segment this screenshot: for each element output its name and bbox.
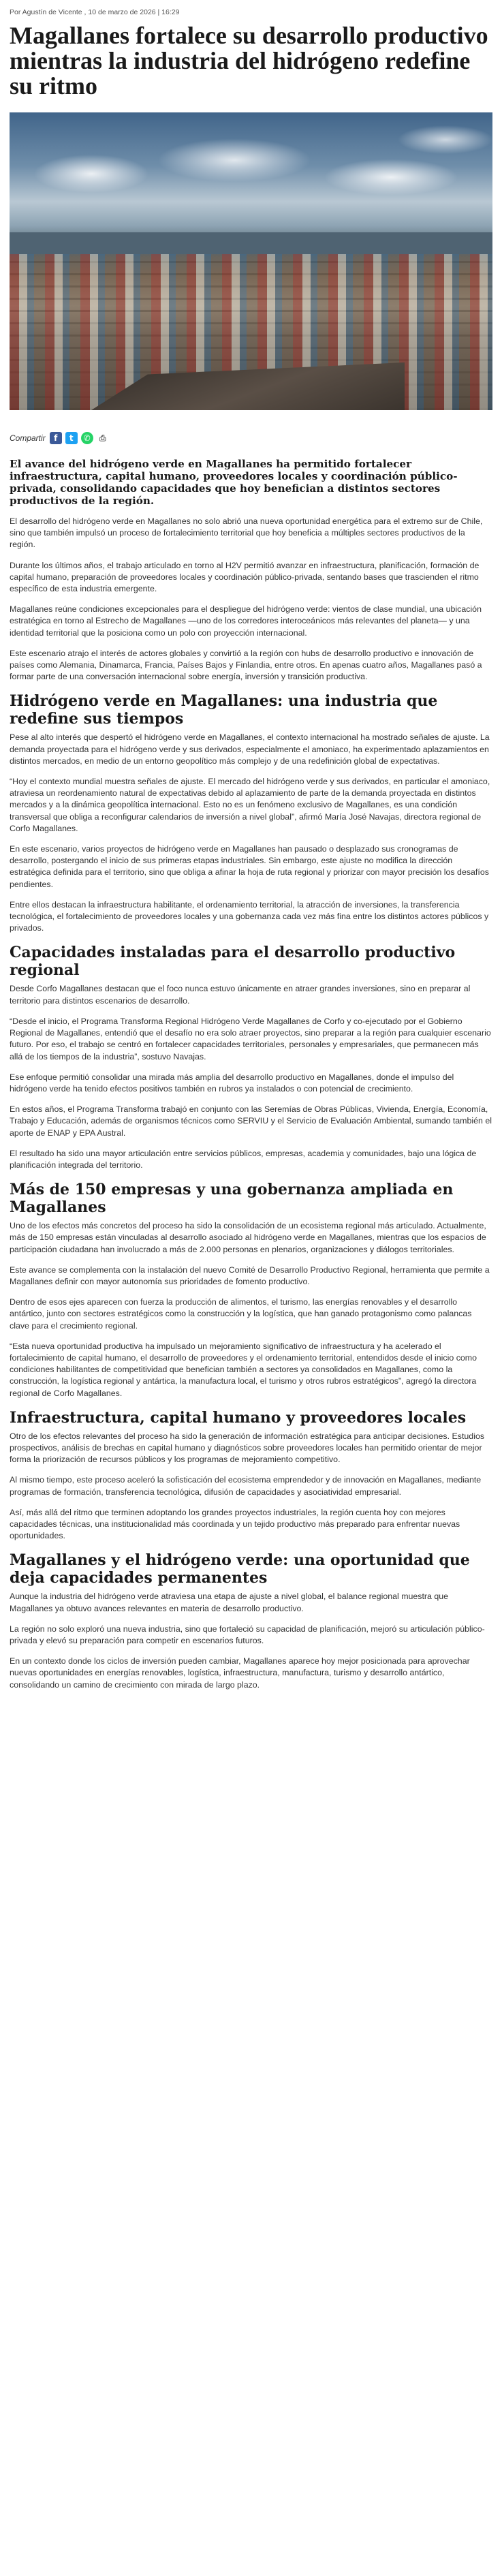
print-icon[interactable]: ⎙ [99, 433, 106, 443]
twitter-icon[interactable]: t [65, 432, 78, 444]
body-paragraph: Entre ellos destacan la infraestructura habilitante, el ordenamiento territorial, la atracción de inversiones, la transferencia tecnológica, el fortalecimiento de proveedores locales y una gobernanza cada vez más fina entre los distintos actores públicos y privados. [10, 899, 489, 933]
body-paragraph: Al mismo tiempo, este proceso aceleró la sofisticación del ecosistema emprendedor y de innovación en Magallanes, mediante programas de formación, transferencia tecnológica, difusión de capacidades y asociatividad empresarial. [10, 1475, 482, 1497]
hero-sea [10, 232, 492, 255]
body-paragraph: Dentro de esos ejes aparecen con fuerza la producción de alimentos, el turismo, las energías renovables y el desarrollo antártico, junto con sectores estratégicos como la construcción y la logística, que han ganado protagonismo como palancas clave para el crecimiento regional. [10, 1297, 472, 1331]
body-paragraph: “Hoy el contexto mundial muestra señales de ajuste. El mercado del hidrógeno verde y sus derivados, en particular el amoniaco, atraviesa un reordenamiento natural de expectativas debido al aplazamiento de parte de la demanda proyectada en distintos mercados y a la dinámica geopolítica internacional. Esto no es un fenómeno exclusivo de Magallanes, es una condición transversal que obliga a reconfigurar calendarios de inversión a nivel global”, afirmó María José Navajas, directora regional de Corfo Magallanes. [10, 777, 490, 833]
body-paragraph: La región no solo exploró una nueva industria, sino que fortaleció su capacidad de planificación, mejoró su articulación público-privada y elevó su preparación para competir en escenarios futuros. [10, 1624, 485, 1645]
body-paragraph: Así, más allá del ritmo que terminen adoptando los grandes proyectos industriales, la región cuenta hoy con mejores capacidades técnicas, una institucionalidad más coordinada y un tejido productivo más preparado para enfrentar nuevas oportunidades. [10, 1507, 460, 1541]
whatsapp-icon[interactable]: ✆ [81, 432, 93, 444]
section-heading: Infraestructura, capital humano y proveedores locales [10, 1408, 467, 1427]
share-label: Compartir [10, 433, 46, 443]
body-paragraph: Este avance se complementa con la instalación del nuevo Comité de Desarrollo Productivo Regional, herramienta que permite a Magallanes definir con mayor autonomía sus prioridades de fomento productivo. [10, 1264, 490, 1286]
share-bar [10, 431, 492, 446]
body-paragraph: Ese enfoque permitió consolidar una mirada más amplia del desarrollo productivo en Magallanes, donde el impulso del hidrógeno verde ha tenido efectos positivos también en rubros ya instalados o con potencial de crecimiento. [10, 1072, 454, 1093]
facebook-icon[interactable]: f [50, 432, 62, 444]
body-paragraph: “Desde el inicio, el Programa Transforma Regional Hidrógeno Verde Magallanes de Corfo y co-ejecutado por el Gobierno Regional de Magallanes, entendió que el desafío no era solo atraer proyectos, sino preparar a la región para cualquier escenario futuro. Por eso, el trabajo se centró en fortalecer capacidades territoriales, personales y empresariales, que permanecen más allá de los tiempos de la industria”, sostuvo Navajas. [10, 1016, 491, 1061]
body-paragraph: Desde Corfo Magallanes destacan que el foco nunca estuvo únicamente en atraer grandes inversiones, sino en preparar al territorio para distintos escenarios de desarrollo. [10, 984, 471, 1006]
hero-clouds [10, 112, 492, 235]
section-heading: Magallanes y el hidrógeno verde: una oportunidad que deja capacidades permanentes [10, 1551, 470, 1587]
body-paragraph: Durante los últimos años, el trabajo articulado en torno al H2V permitió avanzar en infraestructura, planificación, formación de capital humano, preparación de proveedores locales y coordinación público-privada, sentando bases que trascienden el ritmo específico de esta industria emergente. [10, 560, 480, 594]
body-paragraph: Pese al alto interés que despertó el hidrógeno verde en Magallanes, el contexto internacional ha mostrado señales de ajuste. La demanda proyectada para el hidrógeno verde y sus derivados, especialmente el amoniaco, ha experimentado aplazamientos en distintos mercados, en medio de un entorno geopolítico más complejo y de una redefinición global de expectativas. [10, 732, 490, 766]
hero-image [10, 112, 492, 410]
body-paragraph: Uno de los efectos más concretos del proceso ha sido la consolidación de un ecosistema regional más articulado. Actualmente, más de 150 empresas están vinculadas al desarrollo asociado al hidrógeno verde en Magallanes, mientras que los espacios de participación ciudadana han involucrado a más de 2.000 personas en plenarios, organizaciones y diálogos territoriales. [10, 1221, 486, 1254]
body-paragraph: En estos años, el Programa Transforma trabajó en conjunto con las Seremías de Obras Públicas, Vivienda, Energía, Economía, Trabajo y Educación, además de organismos técnicos como SERVIU y el Servicio de Evaluación Ambiental, sumando también el aporte de ENAP y EPA Austral. [10, 1104, 492, 1138]
byline: Por Agustín de Vicente , 10 de marzo de 2026 | 16:29 [10, 8, 180, 16]
section-heading: Hidrógeno verde en Magallanes: una industria que redefine sus tiempos [10, 692, 438, 728]
body-paragraph: Este escenario atrajo el interés de actores globales y convirtió a la región con hubs de desarrollo productivo e innovación de países como Alemania, Dinamarca, Francia, Países Bajos y Finlandia, entre otros. En apenas cuatro años, Magallanes pasó a formar parte de una conversación internacional sobre energía, inversión y transición productiva. [10, 648, 482, 682]
headline: Magallanes fortalece su desarrollo productivo mientras la industria del hidrógeno redefine su ritmo [10, 22, 488, 99]
body-paragraph: Aunque la industria del hidrógeno verde atraviesa una etapa de ajuste a nivel global, el balance regional muestra que Magallanes ya obtuvo avances relevantes en materia de desarrollo productivo. [10, 1592, 449, 1613]
section-heading: Capacidades instaladas para el desarrollo productivo regional [10, 944, 456, 980]
body-paragraph: “Esta nueva oportunidad productiva ha impulsado un mejoramiento significativo de infraestructura y ha acelerado el fortalecimiento de capital humano, el desarrollo de proveedores y el ordenamiento territorial, entendidos desde el inicio como condiciones habilitantes de competitividad que benefician también a sectores ya consolidados en Magallanes, como la construcción, la logística regional y antártica, la manufactura local, el turismo y otros rubros estratégicos”, agregó la directora regional de Corfo Magallanes. [10, 1341, 477, 1398]
body-paragraph: En un contexto donde los ciclos de inversión pueden cambiar, Magallanes aparece hoy mejor posicionada para aprovechar nuevas oportunidades en energías renovables, logística, infraestructura, manufactura, turismo y desarrollo antártico, consolidando un camino de crecimiento con mirada de largo plazo. [10, 1656, 470, 1690]
body-paragraph: El desarrollo del hidrógeno verde en Magallanes no solo abrió una nueva oportunidad energética para el extremo sur de Chile, sino que también impulsó un proceso de fortalecimiento territorial que hoy beneficia a múltiples sectores productivos de la región. [10, 516, 483, 550]
body-paragraph: En este escenario, varios proyectos de hidrógeno verde en Magallanes han pausado o desplazado sus cronogramas de desarrollo, postergando el inicio de sus primeras etapas industriales. Sin embargo, este ajuste no modifica la dirección estratégica definida para el territorio, sino que obliga a afinar la hoja de ruta regional y priorizar con mayor precisión los desafíos pendientes. [10, 844, 489, 889]
lead-paragraph: El avance del hidrógeno verde en Magallanes ha permitido fortalecer infraestructura, capital humano, proveedores locales y coordinación público-privada, consolidando capacidades que hoy benefician a distintos sectores productivos de la región. [10, 458, 458, 507]
body-paragraph: El resultado ha sido una mayor articulación entre servicios públicos, empresas, academia y comunidades, bajo una lógica de planificación integrada del territorio. [10, 1148, 477, 1170]
body-paragraph: Magallanes reúne condiciones excepcionales para el despliegue del hidrógeno verde: vientos de clase mundial, una ubicación estratégica en torno al Estrecho de Magallanes —uno de los corredores interoceánicos más relevantes del planeta— y una identidad territorial que la posiciona como un polo con proyección internacional. [10, 604, 482, 638]
section-heading: Más de 150 empresas y una gobernanza ampliada en Magallanes [10, 1181, 454, 1217]
body-paragraph: Otro de los efectos relevantes del proceso ha sido la generación de información estratégica para anticipar decisiones. Estudios prospectivos, análisis de brechas en capital humano y diagnósticos sobre proveedores locales han permitido orientar de mejor forma la priorización de recursos públicos y los programas de mejoramiento competitivo. [10, 1431, 485, 1465]
